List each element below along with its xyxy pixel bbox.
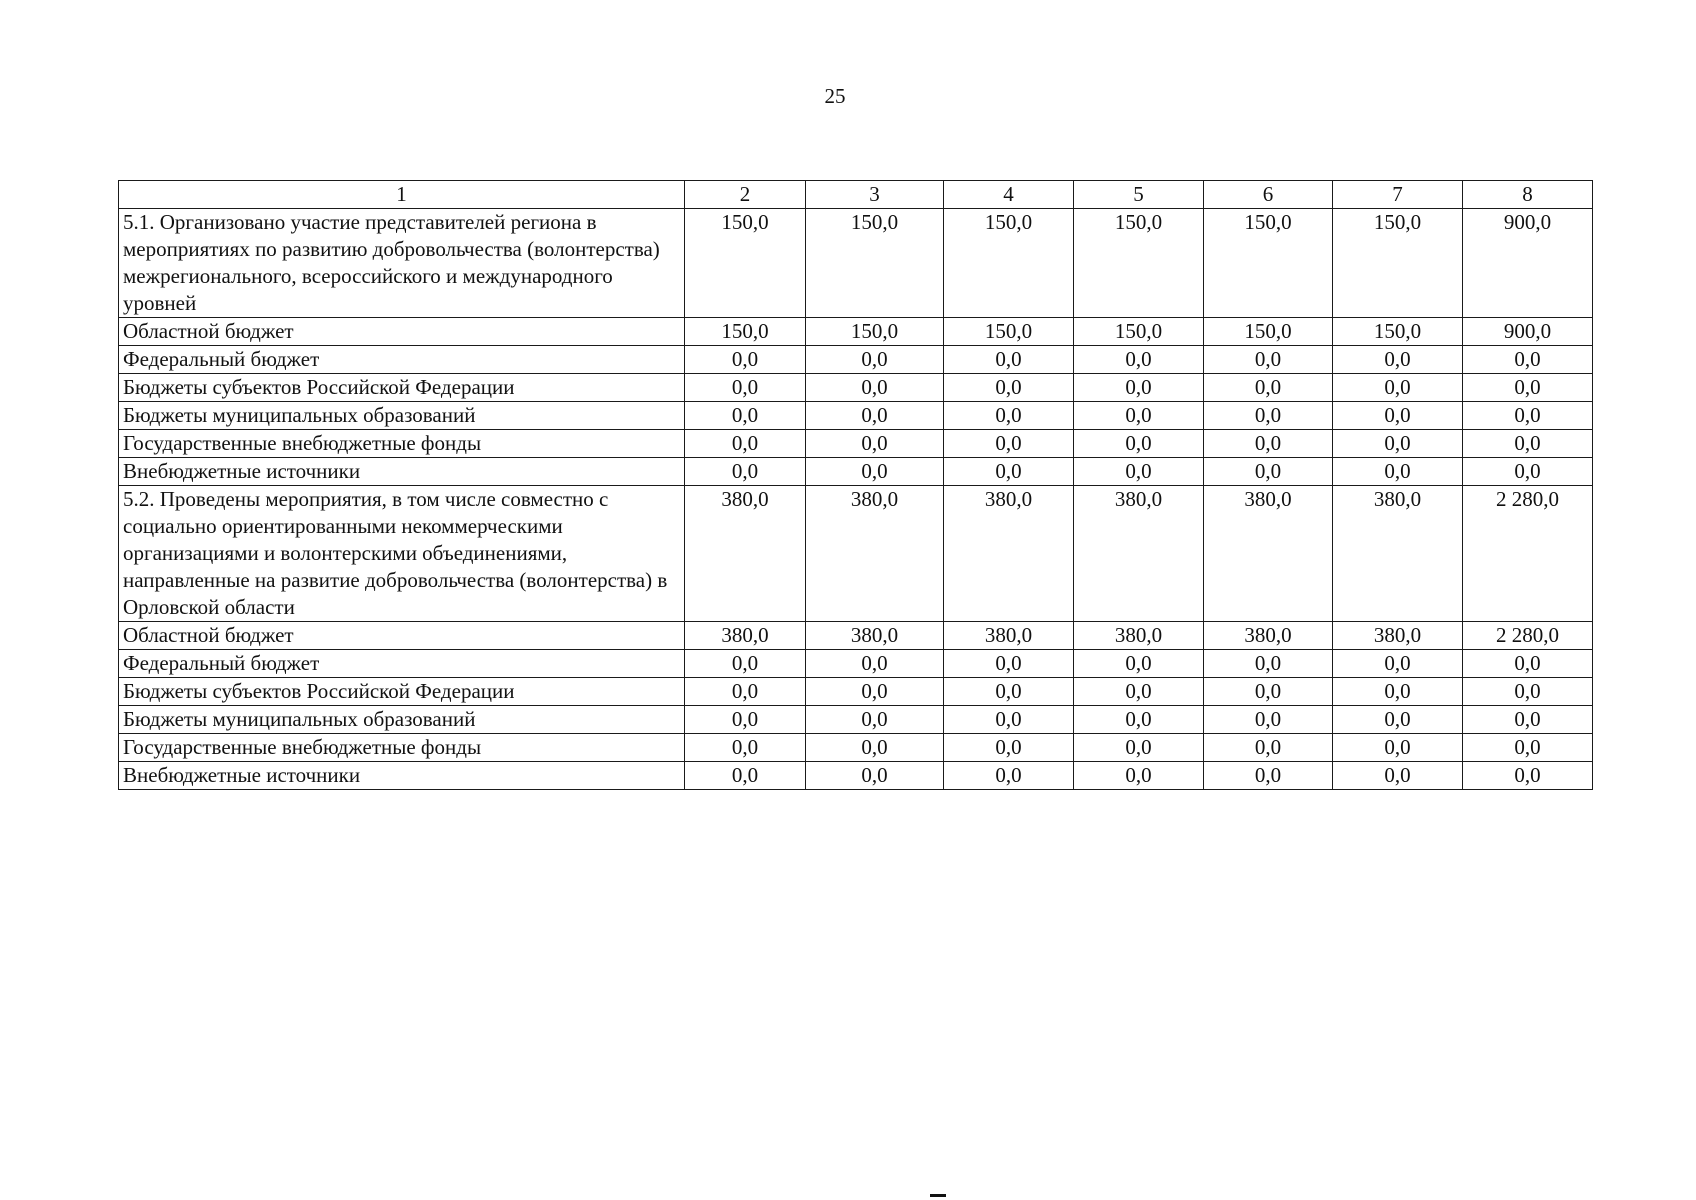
funding-source-row xyxy=(119,622,1593,650)
funding-source-row xyxy=(119,374,1593,402)
value-cell: 0,0 xyxy=(806,678,944,706)
value-cell: 0,0 xyxy=(1333,458,1463,486)
value-cell: 0,0 xyxy=(1204,346,1333,374)
section-value-cell: 900,0 xyxy=(1463,209,1593,318)
value-cell: 0,0 xyxy=(944,706,1074,734)
value-cell: 0,0 xyxy=(685,678,806,706)
value-cell: 2 280,0 xyxy=(1463,622,1593,650)
value-cell: 0,0 xyxy=(1463,402,1593,430)
value-cell: 0,0 xyxy=(1463,458,1593,486)
column-number-row xyxy=(119,181,1593,209)
value-cell: 380,0 xyxy=(806,622,944,650)
page-number: 25 xyxy=(824,84,846,108)
column-number: 8 xyxy=(1463,181,1593,209)
value-cell: 0,0 xyxy=(685,458,806,486)
section-value-cell: 380,0 xyxy=(685,486,806,622)
value-cell: 0,0 xyxy=(1463,706,1593,734)
value-cell: 380,0 xyxy=(1333,622,1463,650)
section-value-cell: 380,0 xyxy=(806,486,944,622)
value-cell: 0,0 xyxy=(1333,374,1463,402)
value-cell: 0,0 xyxy=(806,374,944,402)
value-cell: 0,0 xyxy=(1333,734,1463,762)
value-cell: 0,0 xyxy=(1333,402,1463,430)
value-cell: 0,0 xyxy=(1204,650,1333,678)
value-cell: 0,0 xyxy=(806,402,944,430)
section-row xyxy=(119,486,1593,622)
funding-source-row xyxy=(119,402,1593,430)
section-value-cell: 380,0 xyxy=(1333,486,1463,622)
value-cell: 900,0 xyxy=(1463,318,1593,346)
funding-source-label: Областной бюджет xyxy=(119,622,685,650)
column-number: 6 xyxy=(1204,181,1333,209)
section-row xyxy=(119,209,1593,318)
value-cell: 0,0 xyxy=(1204,374,1333,402)
section-value-cell: 150,0 xyxy=(944,209,1074,318)
value-cell: 380,0 xyxy=(685,622,806,650)
section-value-cell: 2 280,0 xyxy=(1463,486,1593,622)
value-cell: 0,0 xyxy=(1074,458,1204,486)
value-cell: 0,0 xyxy=(1463,678,1593,706)
column-number: 2 xyxy=(685,181,806,209)
value-cell: 0,0 xyxy=(944,762,1074,790)
value-cell: 0,0 xyxy=(1333,650,1463,678)
value-cell: 0,0 xyxy=(1074,346,1204,374)
value-cell: 380,0 xyxy=(1204,622,1333,650)
value-cell: 0,0 xyxy=(1333,430,1463,458)
value-cell: 0,0 xyxy=(685,734,806,762)
value-cell: 0,0 xyxy=(806,734,944,762)
value-cell: 0,0 xyxy=(944,678,1074,706)
funding-source-row xyxy=(119,346,1593,374)
value-cell: 0,0 xyxy=(685,650,806,678)
funding-source-label: Государственные внебюджетные фонды xyxy=(119,430,685,458)
value-cell: 0,0 xyxy=(1333,346,1463,374)
value-cell: 0,0 xyxy=(1074,678,1204,706)
value-cell: 0,0 xyxy=(1463,374,1593,402)
value-cell: 0,0 xyxy=(1463,430,1593,458)
value-cell: 0,0 xyxy=(1463,650,1593,678)
value-cell: 0,0 xyxy=(806,650,944,678)
value-cell: 150,0 xyxy=(685,318,806,346)
value-cell: 380,0 xyxy=(944,622,1074,650)
funding-source-row xyxy=(119,678,1593,706)
budget-table xyxy=(118,180,1593,790)
scan-mark xyxy=(930,1194,946,1197)
value-cell: 0,0 xyxy=(1463,346,1593,374)
value-cell: 0,0 xyxy=(806,346,944,374)
value-cell: 0,0 xyxy=(685,402,806,430)
funding-source-label: Бюджеты субъектов Российской Федерации xyxy=(119,374,685,402)
column-number: 5 xyxy=(1074,181,1204,209)
value-cell: 0,0 xyxy=(1074,706,1204,734)
funding-source-label: Федеральный бюджет xyxy=(119,346,685,374)
value-cell: 0,0 xyxy=(1204,734,1333,762)
funding-source-label: Федеральный бюджет xyxy=(119,650,685,678)
section-value-cell: 380,0 xyxy=(1204,486,1333,622)
value-cell: 150,0 xyxy=(1333,318,1463,346)
value-cell: 0,0 xyxy=(1204,458,1333,486)
value-cell: 0,0 xyxy=(685,374,806,402)
value-cell: 0,0 xyxy=(1074,762,1204,790)
value-cell: 0,0 xyxy=(944,458,1074,486)
value-cell: 0,0 xyxy=(944,402,1074,430)
section-title: 5.1. Организовано участие представителей региона в мероприятиях по развитию добровольчества (волонтерства) межрегионального, всероссийского и международного уровней xyxy=(119,209,685,318)
section-value-cell: 380,0 xyxy=(1074,486,1204,622)
column-number: 1 xyxy=(119,181,685,209)
value-cell: 0,0 xyxy=(1074,374,1204,402)
value-cell: 380,0 xyxy=(1074,622,1204,650)
value-cell: 0,0 xyxy=(685,706,806,734)
column-number: 7 xyxy=(1333,181,1463,209)
value-cell: 0,0 xyxy=(1074,650,1204,678)
funding-source-label: Бюджеты муниципальных образований xyxy=(119,706,685,734)
value-cell: 0,0 xyxy=(944,430,1074,458)
section-value-cell: 380,0 xyxy=(944,486,1074,622)
value-cell: 0,0 xyxy=(1463,734,1593,762)
value-cell: 0,0 xyxy=(1333,706,1463,734)
value-cell: 0,0 xyxy=(1204,762,1333,790)
value-cell: 0,0 xyxy=(1463,762,1593,790)
section-value-cell: 150,0 xyxy=(1204,209,1333,318)
funding-source-label: Бюджеты муниципальных образований xyxy=(119,402,685,430)
funding-source-row xyxy=(119,762,1593,790)
column-number: 4 xyxy=(944,181,1074,209)
funding-source-row xyxy=(119,706,1593,734)
funding-source-row xyxy=(119,430,1593,458)
value-cell: 0,0 xyxy=(1074,430,1204,458)
value-cell: 0,0 xyxy=(1204,678,1333,706)
value-cell: 0,0 xyxy=(806,706,944,734)
value-cell: 0,0 xyxy=(685,430,806,458)
funding-source-label: Внебюджетные источники xyxy=(119,762,685,790)
funding-source-row xyxy=(119,458,1593,486)
funding-source-label: Государственные внебюджетные фонды xyxy=(119,734,685,762)
value-cell: 0,0 xyxy=(1074,402,1204,430)
funding-source-row xyxy=(119,734,1593,762)
funding-source-label: Внебюджетные источники xyxy=(119,458,685,486)
value-cell: 0,0 xyxy=(806,458,944,486)
section-title: 5.2. Проведены мероприятия, в том числе совместно с социально ориентированными некоммерческими организациями и волонтерскими объединениями, направленные на развитие добровольчества (волонтерства) в Орловской области xyxy=(119,486,685,622)
section-value-cell: 150,0 xyxy=(685,209,806,318)
value-cell: 0,0 xyxy=(685,762,806,790)
value-cell: 0,0 xyxy=(1204,402,1333,430)
value-cell: 0,0 xyxy=(806,430,944,458)
value-cell: 0,0 xyxy=(944,346,1074,374)
value-cell: 0,0 xyxy=(1333,762,1463,790)
value-cell: 0,0 xyxy=(806,762,944,790)
column-number: 3 xyxy=(806,181,944,209)
value-cell: 0,0 xyxy=(1333,678,1463,706)
funding-source-label: Областной бюджет xyxy=(119,318,685,346)
section-value-cell: 150,0 xyxy=(806,209,944,318)
value-cell: 150,0 xyxy=(1204,318,1333,346)
section-value-cell: 150,0 xyxy=(1074,209,1204,318)
value-cell: 0,0 xyxy=(1074,734,1204,762)
value-cell: 0,0 xyxy=(1204,706,1333,734)
funding-source-row xyxy=(119,318,1593,346)
table-body xyxy=(119,209,1593,790)
value-cell: 0,0 xyxy=(944,650,1074,678)
funding-source-label: Бюджеты субъектов Российской Федерации xyxy=(119,678,685,706)
value-cell: 150,0 xyxy=(944,318,1074,346)
value-cell: 0,0 xyxy=(944,374,1074,402)
value-cell: 0,0 xyxy=(1204,430,1333,458)
value-cell: 150,0 xyxy=(806,318,944,346)
value-cell: 0,0 xyxy=(685,346,806,374)
section-value-cell: 150,0 xyxy=(1333,209,1463,318)
value-cell: 0,0 xyxy=(944,734,1074,762)
funding-source-row xyxy=(119,650,1593,678)
value-cell: 150,0 xyxy=(1074,318,1204,346)
